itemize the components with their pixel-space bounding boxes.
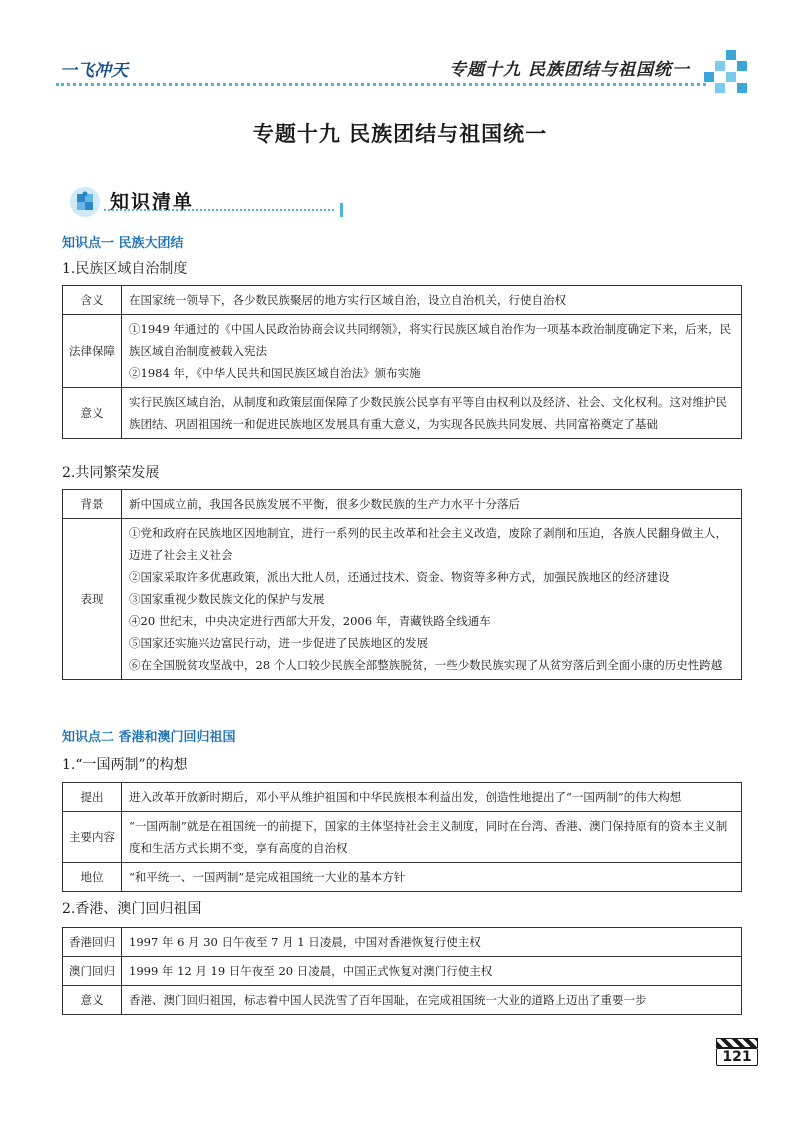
content-line: ④20 世纪末，中央决定进行西部大开发，2006 年，青藏铁路全线通车 bbox=[129, 614, 491, 628]
row-label: 意义 bbox=[63, 388, 122, 439]
table-hk-macao-return bbox=[62, 927, 742, 1015]
row-content bbox=[122, 783, 742, 812]
content-line: ⑥在全国脱贫攻坚战中，28 个人口较少民族全部整族脱贫，一些少数民族实现了从贫穷落后到全面小康的历史性跨越 bbox=[129, 658, 723, 672]
content-line: ②1984 年，《中华人民共和国民族区域自治法》颁布实施 bbox=[129, 366, 421, 380]
table-row bbox=[63, 286, 742, 315]
content-line: 1997 年 6 月 30 日午夜至 7 月 1 日凌晨，中国对香港恢复行使主权 bbox=[129, 935, 481, 949]
header-title: 专题十九 民族团结与祖国统一 bbox=[449, 60, 690, 80]
table-row bbox=[63, 388, 742, 439]
section-banner bbox=[60, 183, 300, 221]
row-label: 表现 bbox=[63, 519, 122, 680]
section-dotted-rule bbox=[104, 209, 334, 211]
row-content bbox=[122, 928, 742, 957]
table-common-prosperity bbox=[62, 489, 742, 680]
page-number bbox=[712, 1038, 758, 1072]
subheading-prosperity: 2.共同繁荣发展 bbox=[62, 465, 160, 481]
row-content bbox=[122, 812, 742, 863]
brand-logo: 一飞冲天 bbox=[60, 61, 128, 81]
content-line: “一国两制”就是在祖国统一的前提下，国家的主体坚持社会主义制度，同时在台湾、香港、澳门保持原有的资本主义制度和生活方式长期不变，享有高度的自治权 bbox=[129, 819, 728, 855]
content-line: ⑤国家还实施兴边富民行动，进一步促进了民族地区的发展 bbox=[129, 636, 428, 650]
row-label: 意义 bbox=[63, 986, 122, 1015]
section-title: 知识清单 bbox=[110, 191, 195, 213]
section-end-bar bbox=[340, 203, 343, 217]
content-line: 新中国成立前，我国各民族发展不平衡，很多少数民族的生产力水平十分落后 bbox=[129, 497, 520, 511]
content-line: “和平统一、一国两制”是完成祖国统一大业的基本方针 bbox=[129, 870, 406, 884]
puzzle-icon bbox=[68, 185, 102, 219]
table-one-country-two-systems bbox=[62, 782, 742, 892]
page-number-text: 121 bbox=[716, 1048, 758, 1066]
subheading-autonomy: 1.民族区域自治制度 bbox=[62, 261, 188, 277]
content-line: 实行民族区域自治，从制度和政策层面保障了少数民族公民享有平等自由权利以及经济、社会、文化权利。这对维护民族团结、巩固祖国统一和促进民族地区发展具有重大意义，为实现各民族共同发展、共同富裕奠定了基础 bbox=[129, 395, 727, 431]
content-line: 香港、澳门回归祖国，标志着中国人民洗雪了百年国耻，在完成祖国统一大业的道路上迈出了重要一步 bbox=[129, 993, 647, 1007]
checker-decoration-icon bbox=[704, 50, 748, 94]
table-row bbox=[63, 986, 742, 1015]
row-content bbox=[122, 957, 742, 986]
subheading-hk-macao: 2.香港、澳门回归祖国 bbox=[62, 901, 202, 917]
row-label: 主要内容 bbox=[63, 812, 122, 863]
table-row bbox=[63, 315, 742, 388]
table-row bbox=[63, 519, 742, 680]
content-line: 在国家统一领导下，各少数民族聚居的地方实行区域自治，设立自治机关，行使自治权 bbox=[129, 293, 566, 307]
row-label: 香港回归 bbox=[63, 928, 122, 957]
row-content bbox=[122, 490, 742, 519]
content-line: ①1949 年通过的《中国人民政治协商会议共同纲领》，将实行民族区域自治作为一项基本政治制度确定下来，后来，民族区域自治制度被载入宪法 bbox=[129, 322, 732, 358]
clapper-stripes-icon bbox=[716, 1038, 758, 1048]
row-content bbox=[122, 286, 742, 315]
row-label: 背景 bbox=[63, 490, 122, 519]
table-row bbox=[63, 863, 742, 892]
knowledge-point-2-title: 知识点二 香港和澳门回归祖国 bbox=[62, 730, 236, 745]
page-title: 专题十九 民族团结与祖国统一 bbox=[252, 122, 548, 146]
table-row bbox=[63, 783, 742, 812]
row-content bbox=[122, 986, 742, 1015]
table-row bbox=[63, 957, 742, 986]
row-content bbox=[122, 388, 742, 439]
table-row bbox=[63, 812, 742, 863]
table-regional-autonomy bbox=[62, 285, 742, 439]
row-label: 澳门回归 bbox=[63, 957, 122, 986]
content-line: ①党和政府在民族地区因地制宜，进行一系列的民主改革和社会主义改造，废除了剥削和压迫，各族人民翻身做主人，迈进了社会主义社会 bbox=[129, 526, 727, 562]
row-label: 地位 bbox=[63, 863, 122, 892]
row-content bbox=[122, 315, 742, 388]
content-line: ③国家重视少数民族文化的保护与发展 bbox=[129, 592, 325, 606]
row-label: 含义 bbox=[63, 286, 122, 315]
knowledge-point-1-title: 知识点一 民族大团结 bbox=[62, 236, 184, 251]
content-line: 进入改革开放新时期后，邓小平从维护祖国和中华民族根本利益出发，创造性地提出了“一国两制”的伟大构想 bbox=[129, 790, 682, 804]
row-content bbox=[122, 863, 742, 892]
page-header bbox=[0, 40, 800, 100]
row-label: 法律保障 bbox=[63, 315, 122, 388]
subheading-one-country: 1.“一国两制”的构想 bbox=[62, 757, 188, 773]
table-row bbox=[63, 928, 742, 957]
content-line: 1999 年 12 月 19 日午夜至 20 日凌晨，中国正式恢复对澳门行使主权 bbox=[129, 964, 493, 978]
row-content bbox=[122, 519, 742, 680]
table-row bbox=[63, 490, 742, 519]
header-dotted-rule bbox=[56, 83, 706, 86]
content-line: ②国家采取许多优惠政策，派出大批人员，还通过技术、资金、物资等多种方式，加强民族地区的经济建设 bbox=[129, 570, 670, 584]
row-label: 提出 bbox=[63, 783, 122, 812]
